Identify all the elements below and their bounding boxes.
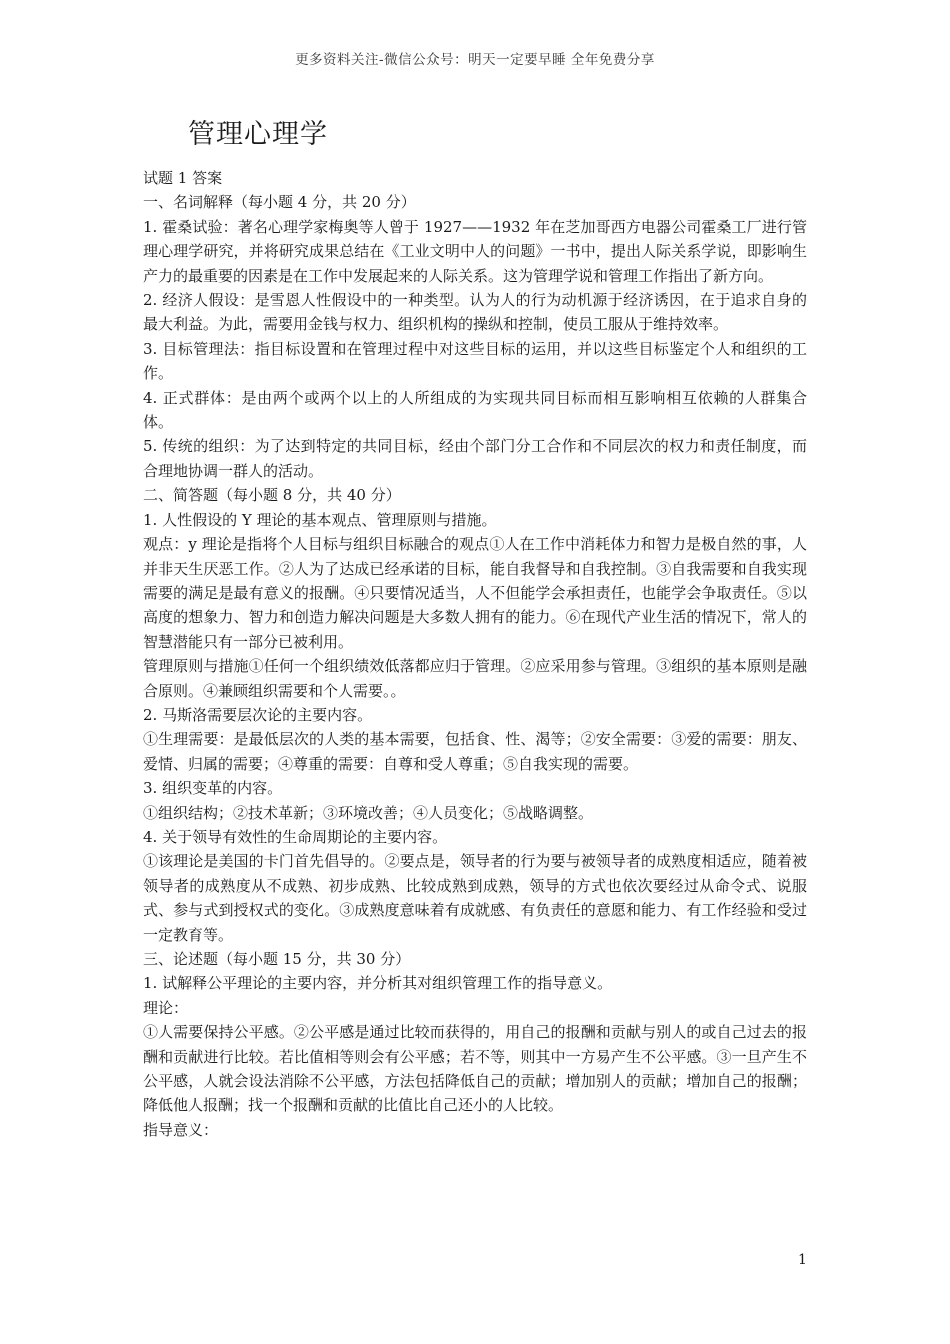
section-heading-essay: 三、论述题（每小题 15 分，共 30 分） [143,950,411,968]
term-economic-man: 2. 经济人假设：是雪恩人性假设中的一种类型。认为人的行为动机源于经济诱因，在于追求自身的最大利益。为此，需要用金钱与权力、组织机构的操纵和控制，使员工服从于维持效率。 [143,291,807,334]
label-theory: 理论： [143,998,189,1017]
question-life-cycle: 4. 关于领导有效性的生命周期论的主要内容。 [143,827,448,846]
label-guidance: 指导意义： [143,1120,219,1139]
question-maslow: 2. 马斯洛需要层次论的主要内容。 [143,705,373,724]
header-note: 更多资料关注-微信公众号：明天一定要早睡 全年免费分享 [295,52,655,68]
term-traditional-org: 5. 传统的组织：为了达到特定的共同目标，经由个部门分工合作和不同层次的权力和责任制度，而合理地协调一群人的活动。 [143,437,807,480]
answer-maslow: ①生理需要：是最低层次的人类的基本需要，包括食、性、渴等；②安全需要：③爱的需要：朋友、爱情、归属的需要；④尊重的需要：自尊和受人尊重；⑤自我实现的需要。 [143,730,807,773]
question-theory-y: 1. 人性假设的 Y 理论的基本观点、管理原则与措施。 [143,510,497,529]
answer-equity-theory: ①人需要保持公平感。②公平感是通过比较而获得的，用自己的报酬和贡献与别人的或自己过去的报酬和贡献进行比较。若比值相等则会有公平感；若不等，则其中一方易产生不公平感。③一旦产生不公平感，人就会设法消除不公平感，方法包括降低自己的贡献；增加别人的贡献；增加自己的报酬；降低他人报酬；找一个报酬和贡献的比值比自己还小的人比较。 [143,1023,807,1115]
term-formal-group: 4. 正式群体：是由两个或两个以上的人所组成的为实现共同目标而相互影响相互依赖的人群集合体。 [143,388,807,432]
question-equity-theory: 1. 试解释公平理论的主要内容，并分析其对组织管理工作的指导意义。 [143,974,613,993]
document-title: 管理心理学 [188,119,328,150]
question-org-change: 3. 组织变革的内容。 [143,779,283,798]
term-mbo: 3. 目标管理法：指目标设置和在管理过程中对这些目标的运用，并以这些目标鉴定个人和组织的工作。 [143,339,807,383]
section-heading-short-answer: 二、简答题（每小题 8 分，共 40 分） [143,486,401,505]
document-body [143,166,807,1142]
answer-theory-y-views: 观点：y 理论是指将个人目标与组织目标融合的观点①人在工作中消耗体力和智力是极自然的事，人并非天生厌恶工作。②人为了达成已经承诺的目标，能自我督导和自我控制。③自我需要和自我实现需要的满足是最有意义的报酬。④只要情况适当，人不但能学会承担责任，也能学会争取责任。⑤以高度的想象力、智力和创造力解决问题是大多数人拥有的能力。⑥在现代产业生活的情况下，常人的智慧潜能只有一部分已被利用。 [143,535,807,651]
section-heading-terms: 一、名词解释（每小题 4 分，共 20 分） [143,193,416,212]
answer-heading: 试题 1 答案 [143,169,223,187]
answer-theory-y-principles: 管理原则与措施①任何一个组织绩效低落都应归于管理。②应采用参与管理。③组织的基本原则是融合原则。④兼顾组织需要和个人需要。。 [143,657,807,700]
page-number: 1 [798,1252,807,1268]
answer-life-cycle: ①该理论是美国的卡门首先倡导的。②要点是，领导者的行为要与被领导者的成熟度相适应，随着被领导者的成熟度从不成熟、初步成熟、比较成熟到成熟，领导的方式也依次要经过从命令式、说服式、参与式到授权式的变化。③成熟度意味着有成就感、有负责任的意愿和能力、有工作经验和受过一定教育等。 [143,852,807,944]
term-hawthorne: 1. 霍桑试验：著名心理学家梅奥等人曾于 1927——1932 年在芝加哥西方电器公司霍桑工厂进行管理心理学研究，并将研究成果总结在《工业文明中人的问题》一书中，提出人际关系学说，即影响生产力的最重要的因素是在工作中发展起来的人际关系。这为管理学说和管理工作指出了新方向。 [143,217,807,285]
answer-org-change: ①组织结构；②技术革新；③环境改善；④人员变化；⑤战略调整。 [143,803,594,822]
